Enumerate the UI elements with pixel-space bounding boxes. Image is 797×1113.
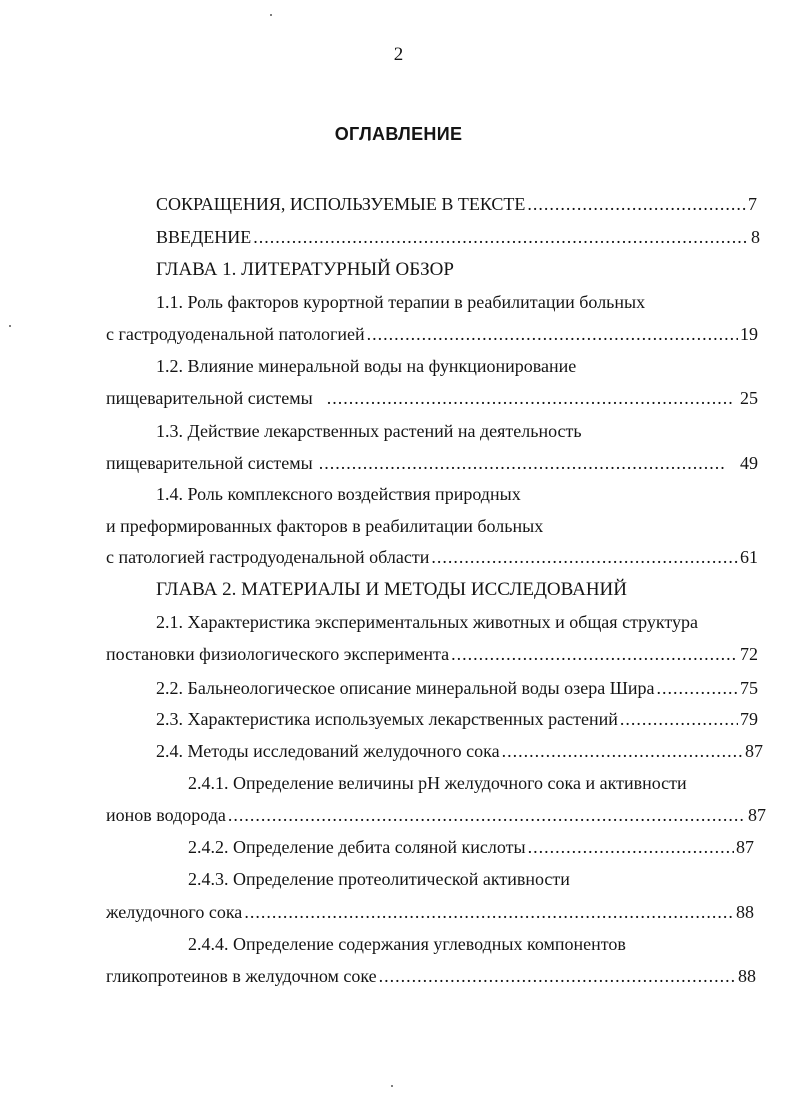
toc-entry-text: пищеварительной системы bbox=[106, 453, 313, 473]
toc-entry-2-4-1-line1: 2.4.1. Определение величины рН желудочного сока и активности bbox=[188, 773, 687, 793]
toc-entry-text: с патологией гастродуоденальной области bbox=[106, 547, 430, 567]
toc-entry-2-4-1 bbox=[106, 803, 766, 827]
toc-entry-text: гликопротеинов в желудочном соке bbox=[106, 966, 377, 986]
dot-leader bbox=[244, 900, 734, 924]
toc-entry-2-4-4-line1: 2.4.4. Определение содержания углеводных компонентов bbox=[188, 934, 626, 954]
toc-heading: ОГЛАВЛЕНИЕ bbox=[334, 124, 463, 144]
dot-leader bbox=[228, 803, 746, 827]
scan-speck bbox=[270, 14, 272, 16]
dot-leader bbox=[319, 451, 726, 475]
dot-leader bbox=[379, 964, 736, 988]
toc-entry-2-3 bbox=[156, 707, 758, 731]
scan-speck bbox=[391, 1085, 393, 1087]
toc-entry-text: ионов водорода bbox=[106, 805, 226, 825]
toc-entry-2-1-line1: 2.1. Характеристика экспериментальных животных и общая структура bbox=[156, 612, 699, 632]
toc-page-number: 87 bbox=[736, 837, 754, 857]
toc-page-number: 19 bbox=[740, 324, 758, 344]
toc-entry-introduction bbox=[156, 225, 760, 249]
toc-entry-text: пищеварительной системы bbox=[106, 388, 313, 408]
toc-entry-2-4-4 bbox=[106, 964, 756, 988]
toc-entry-1-4-line1: 1.4. Роль комплексного воздействия природных bbox=[156, 484, 521, 504]
toc-page-number: 49 bbox=[740, 453, 758, 473]
toc-entry-1-1 bbox=[106, 322, 758, 346]
toc-page-number: 25 bbox=[740, 388, 758, 408]
toc-entry-text: с гастродуоденальной патологией bbox=[106, 324, 365, 344]
toc-entry-1-3 bbox=[106, 451, 758, 475]
scan-speck bbox=[9, 325, 11, 327]
toc-page-number: 88 bbox=[738, 966, 756, 986]
toc-entry-text: СОКРАЩЕНИЯ, ИСПОЛЬЗУЕМЫЕ В ТЕКСТЕ bbox=[156, 194, 526, 214]
toc-page-number: 8 bbox=[751, 227, 760, 247]
toc-page-number: 75 bbox=[740, 678, 758, 698]
dot-leader bbox=[431, 545, 738, 569]
toc-page-number: 79 bbox=[740, 709, 758, 729]
toc-entry-2-4-3-line1: 2.4.3. Определение протеолитической активности bbox=[188, 869, 570, 889]
toc-entry-text: 2.4. Методы исследований желудочного сока bbox=[156, 741, 500, 761]
toc-entry-text: ВВЕДЕНИЕ bbox=[156, 227, 252, 247]
toc-page-number: 87 bbox=[748, 805, 766, 825]
toc-entry-text: 2.2. Бальнеологическое описание минеральной воды озера Шира bbox=[156, 678, 655, 698]
toc-entry-2-4-3 bbox=[106, 900, 754, 924]
toc-chapter-1: ГЛАВА 1. ЛИТЕРАТУРНЫЙ ОБЗОР bbox=[156, 259, 454, 280]
dot-leader bbox=[502, 739, 743, 763]
toc-entry-1-4 bbox=[106, 545, 758, 569]
dot-leader bbox=[451, 642, 738, 666]
dot-leader bbox=[657, 676, 738, 700]
toc-entry-1-2 bbox=[106, 386, 758, 410]
toc-page-number: 7 bbox=[748, 194, 757, 214]
dot-leader bbox=[327, 386, 732, 410]
toc-page-number: 88 bbox=[736, 902, 754, 922]
toc-entry-text: желудочного сока bbox=[106, 902, 243, 922]
toc-page-number: 72 bbox=[740, 644, 758, 664]
toc-entry-abbreviations bbox=[156, 192, 757, 216]
toc-entry-1-4-line2: и преформированных факторов в реабилитации больных bbox=[106, 516, 544, 536]
dot-leader bbox=[253, 225, 749, 249]
toc-page-number: 61 bbox=[740, 547, 758, 567]
toc-entry-2-4 bbox=[156, 739, 763, 763]
toc-entry-1-2-line1: 1.2. Влияние минеральной воды на функционирование bbox=[156, 356, 577, 376]
toc-page-number: 87 bbox=[745, 741, 763, 761]
toc-entry-2-2 bbox=[156, 676, 758, 700]
dot-leader bbox=[367, 322, 738, 346]
dot-leader bbox=[620, 707, 738, 731]
toc-chapter-2: ГЛАВА 2. МАТЕРИАЛЫ И МЕТОДЫ ИССЛЕДОВАНИЙ bbox=[156, 579, 627, 600]
page-number: 2 bbox=[393, 44, 404, 65]
toc-entry-1-3-line1: 1.3. Действие лекарственных растений на деятельность bbox=[156, 421, 582, 441]
dot-leader bbox=[528, 835, 734, 859]
toc-entry-1-1-line1: 1.1. Роль факторов курортной терапии в реабилитации больных bbox=[156, 292, 646, 312]
dot-leader bbox=[527, 192, 746, 216]
toc-entry-text: 2.4.2. Определение дебита соляной кислоты bbox=[188, 837, 526, 857]
toc-entry-2-1 bbox=[106, 642, 758, 666]
toc-entry-text: 2.3. Характеристика используемых лекарственных растений bbox=[156, 709, 618, 729]
toc-entry-text: постановки физиологического эксперимента bbox=[106, 644, 450, 664]
toc-entry-2-4-2 bbox=[188, 835, 754, 859]
